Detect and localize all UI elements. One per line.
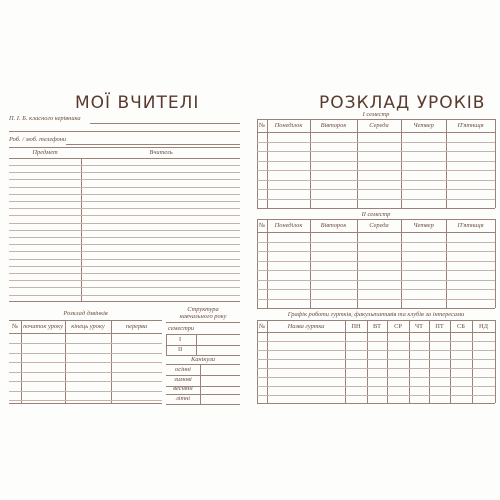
- class-teacher-label: П. І. Б. класного керівника: [9, 115, 81, 122]
- day-header: Понеділок: [274, 122, 303, 129]
- clubs-col-header: ЧТ: [414, 323, 424, 330]
- day-header: Середа: [369, 222, 389, 229]
- clubs-col-header: ПТ: [435, 323, 444, 330]
- day-header: П'ятниця: [457, 122, 484, 129]
- holiday-summer: літні: [175, 395, 191, 402]
- bell-row-line[interactable]: [9, 400, 162, 401]
- teacher-row-line[interactable]: [9, 280, 240, 281]
- year-structure-title-1: Структура: [187, 306, 219, 313]
- schedule-row-line[interactable]: [257, 189, 495, 190]
- club-row-line[interactable]: [257, 368, 495, 369]
- clubs-title: Графік роботи гуртків, факультативів та клубів за інтересами: [287, 311, 465, 318]
- club-row-line[interactable]: [257, 359, 495, 360]
- day-header: Четвер: [413, 222, 434, 229]
- holiday-autumn: осінні: [175, 366, 191, 373]
- page-title-schedule: РОЗКЛАД УРОКІВ: [319, 93, 486, 113]
- teacher-row-line[interactable]: [9, 295, 240, 296]
- bell-row-line[interactable]: [9, 362, 162, 363]
- teacher-header: Вчитель: [149, 149, 173, 156]
- schedule-row-line[interactable]: [257, 289, 495, 290]
- teacher-row-line[interactable]: [9, 230, 240, 231]
- schedule-row-line[interactable]: [257, 261, 495, 262]
- day-header: №: [258, 222, 266, 229]
- bells-col-break: перерва: [125, 323, 148, 330]
- teacher-row-line[interactable]: [9, 266, 240, 267]
- schedule-row-line[interactable]: [257, 180, 495, 181]
- day-header: Понеділок: [274, 222, 303, 229]
- teacher-row-line[interactable]: [9, 259, 240, 260]
- bells-col-start: початок уроку: [23, 323, 63, 330]
- phone-label: Роб. / моб. телефони: [9, 136, 67, 143]
- schedule-row-line[interactable]: [257, 270, 495, 271]
- club-row-line[interactable]: [257, 341, 495, 342]
- day-header: П'ятниця: [457, 222, 484, 229]
- teacher-row-line[interactable]: [9, 223, 240, 224]
- clubs-col-header: Назва гуртка: [287, 323, 325, 330]
- bell-row-line[interactable]: [9, 343, 162, 344]
- year-structure-title-2: навчального року: [179, 313, 227, 320]
- column-line: [495, 219, 496, 308]
- teacher-row-line[interactable]: [9, 251, 240, 252]
- schedule-row-line[interactable]: [257, 299, 495, 300]
- phone-line[interactable]: [66, 144, 240, 145]
- teacher-row-line[interactable]: [9, 208, 240, 209]
- class-teacher-line-2[interactable]: [9, 131, 240, 132]
- schedule-row-line[interactable]: [257, 199, 495, 200]
- teacher-row-line[interactable]: [9, 187, 240, 188]
- clubs-col-header: НД: [479, 323, 488, 330]
- teacher-row-line[interactable]: [9, 194, 240, 195]
- teacher-row-line[interactable]: [9, 172, 240, 173]
- schedule-row-line[interactable]: [257, 142, 495, 143]
- teacher-row-line[interactable]: [9, 165, 240, 166]
- teacher-row-line[interactable]: [9, 179, 240, 180]
- teacher-row-line[interactable]: [9, 201, 240, 202]
- bells-col-no: №: [11, 323, 19, 330]
- bell-row-line[interactable]: [9, 372, 162, 373]
- semester-1: I: [179, 336, 182, 343]
- teacher-row-line[interactable]: [9, 215, 240, 216]
- holidays-label: Канікули: [190, 356, 216, 363]
- subject-header: Предмет: [32, 149, 58, 156]
- day-header: Четвер: [413, 122, 434, 129]
- teacher-row-line[interactable]: [9, 237, 240, 238]
- club-row-line[interactable]: [257, 377, 495, 378]
- schedule-row-line[interactable]: [257, 151, 495, 152]
- day-header: Вівторок: [320, 222, 347, 229]
- bells-title: Розклад дзвінків: [63, 310, 108, 317]
- clubs-col-header: СР: [394, 323, 402, 330]
- semester-2: II: [178, 346, 183, 353]
- schedule-row-line[interactable]: [257, 251, 495, 252]
- bells-col-end: кінець уроку: [71, 323, 105, 330]
- clubs-col-header: ПН: [351, 323, 361, 330]
- clubs-col-header: СБ: [457, 323, 465, 330]
- page-title-teachers: МОЇ ВЧИТЕЛІ: [75, 93, 200, 113]
- bell-row-line[interactable]: [9, 391, 162, 392]
- day-header: №: [258, 122, 266, 129]
- teacher-row-line[interactable]: [9, 273, 240, 274]
- semester1-label: І семестр: [362, 111, 390, 118]
- schedule-row-line[interactable]: [257, 161, 495, 162]
- holiday-spring: весняні: [173, 385, 193, 392]
- schedule-row-line[interactable]: [257, 170, 495, 171]
- clubs-col-header: №: [258, 323, 266, 330]
- column-line: [495, 119, 496, 208]
- schedule-row-line[interactable]: [257, 280, 495, 281]
- schedule-row-line[interactable]: [257, 242, 495, 243]
- clubs-col-header: ВТ: [372, 323, 382, 330]
- teacher-row-line[interactable]: [9, 287, 240, 288]
- class-teacher-line[interactable]: [90, 123, 240, 124]
- day-header: Вівторок: [320, 122, 347, 129]
- holiday-winter: зимові: [174, 376, 192, 383]
- semester-label: семестри: [168, 325, 195, 332]
- club-row-line[interactable]: [257, 395, 495, 396]
- column-line: [495, 320, 496, 403]
- bell-row-line[interactable]: [9, 353, 162, 354]
- bell-row-line[interactable]: [9, 381, 162, 382]
- teacher-row-line[interactable]: [9, 244, 240, 245]
- club-row-line[interactable]: [257, 386, 495, 387]
- day-header: Середа: [369, 122, 389, 129]
- semester2-label: ІІ семестр: [361, 211, 391, 218]
- club-row-line[interactable]: [257, 350, 495, 351]
